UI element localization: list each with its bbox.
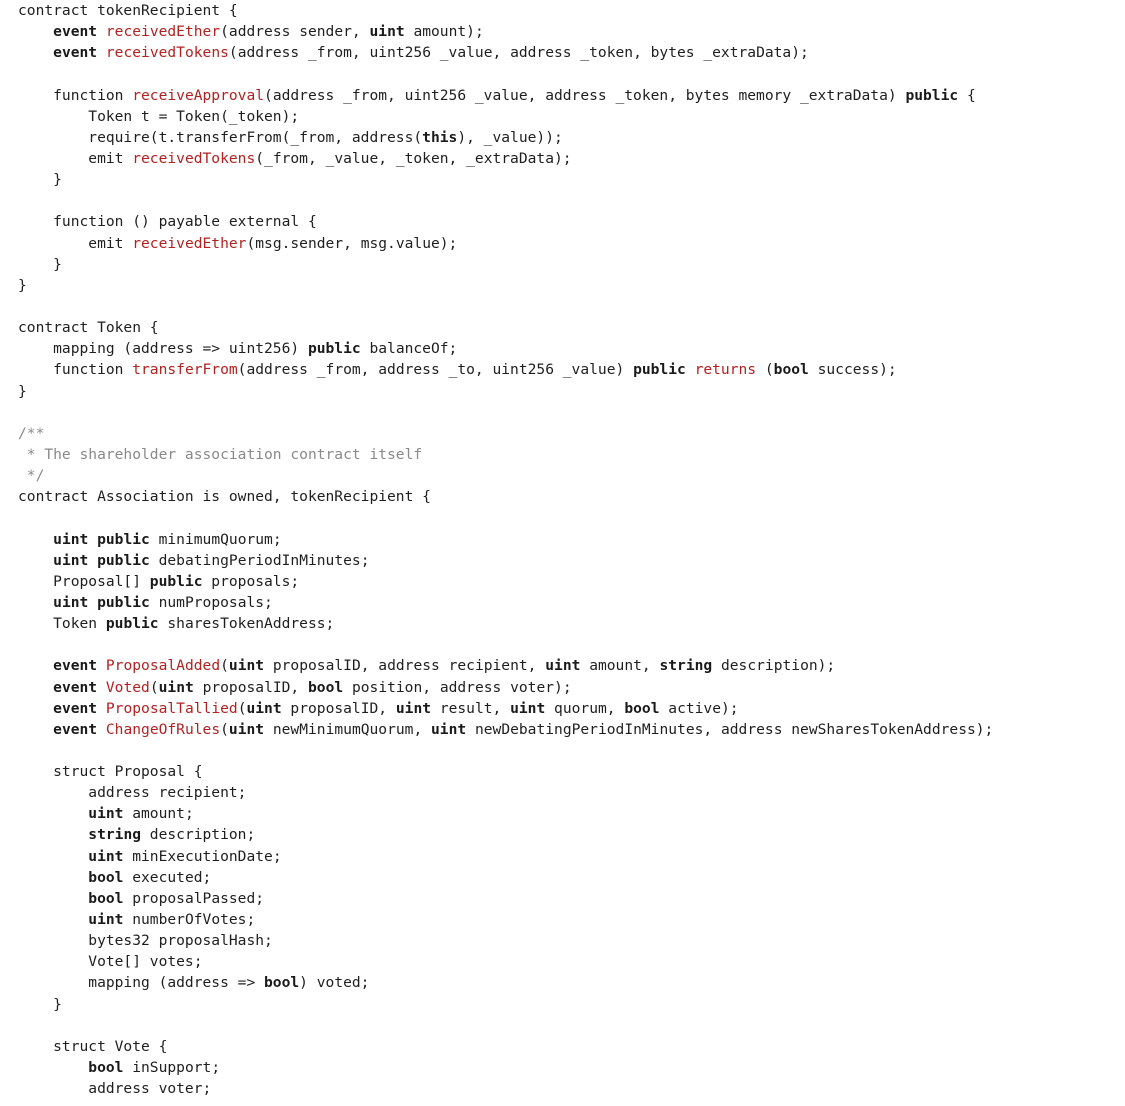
code-text: (msg.sender, msg.value); bbox=[246, 234, 458, 252]
code-text: function bbox=[18, 361, 133, 379]
code-keyword: event bbox=[53, 720, 98, 738]
code-text bbox=[18, 911, 88, 928]
code-text: newDebatingPeriodInMinutes, address newSharesTokenAddress); bbox=[466, 720, 994, 738]
code-identifier: Voted bbox=[105, 678, 150, 696]
code-line bbox=[18, 740, 1118, 761]
code-text: proposals; bbox=[202, 572, 300, 590]
code-text: require(t.transferFrom(_from, address( bbox=[18, 128, 423, 146]
code-line bbox=[18, 761, 1118, 782]
code-keyword: uint bbox=[246, 699, 282, 717]
code-text: Vote[] votes; bbox=[18, 953, 203, 971]
code-text: (address _from, address _to, uint256 _value) bbox=[237, 361, 634, 379]
code-keyword: event bbox=[53, 699, 98, 717]
code-text: { bbox=[958, 86, 976, 104]
code-line bbox=[18, 867, 1118, 888]
code-line bbox=[18, 381, 1118, 402]
code-line bbox=[18, 571, 1118, 592]
code-text: result, bbox=[431, 699, 511, 717]
code-line bbox=[18, 211, 1118, 232]
code-line bbox=[18, 1036, 1118, 1057]
code-text: description; bbox=[141, 826, 256, 844]
code-text bbox=[686, 361, 695, 378]
code-line bbox=[18, 106, 1118, 127]
code-keyword: uint bbox=[228, 720, 265, 738]
code-keyword: uint bbox=[53, 551, 89, 569]
code-keyword: event bbox=[53, 44, 98, 62]
code-keyword: public bbox=[97, 551, 150, 569]
code-keyword: bool bbox=[88, 868, 124, 886]
code-line bbox=[18, 719, 1118, 740]
code-text bbox=[18, 23, 53, 40]
code-keyword: public bbox=[307, 340, 361, 358]
code-text: ) voted; bbox=[299, 974, 370, 992]
code-line bbox=[18, 677, 1118, 698]
code-text: proposalID, bbox=[281, 699, 396, 717]
code-text: Token bbox=[18, 615, 106, 633]
code-identifier: ChangeOfRules bbox=[105, 720, 221, 738]
code-text bbox=[18, 552, 53, 569]
code-comment: */ bbox=[18, 467, 45, 485]
code-text bbox=[18, 1059, 88, 1076]
code-text: description); bbox=[712, 657, 836, 675]
code-text bbox=[18, 44, 53, 61]
code-text: Token t = Token(_token); bbox=[18, 107, 300, 125]
code-text: quorum, bbox=[545, 699, 625, 717]
code-text: amount, bbox=[580, 657, 660, 675]
code-text: newMinimumQuorum, bbox=[264, 720, 432, 738]
code-text: mapping (address => bbox=[18, 974, 265, 992]
code-line bbox=[18, 846, 1118, 867]
code-text: balanceOf; bbox=[360, 340, 458, 358]
code-text: proposalID, bbox=[193, 678, 309, 696]
code-text: (_from, _value, _token, _extraData); bbox=[255, 149, 572, 167]
code-text bbox=[18, 657, 53, 674]
code-text: } bbox=[18, 171, 62, 189]
code-identifier: ProposalTallied bbox=[105, 699, 238, 717]
code-line bbox=[18, 21, 1118, 42]
code-keyword: uint bbox=[369, 23, 405, 41]
code-text: Proposal[] bbox=[18, 572, 150, 590]
code-line bbox=[18, 465, 1118, 486]
code-line bbox=[18, 930, 1118, 951]
code-text bbox=[18, 700, 53, 717]
code-text: debatingPeriodInMinutes; bbox=[149, 551, 370, 569]
code-text: ), _value)); bbox=[457, 128, 563, 146]
code-line bbox=[18, 634, 1118, 655]
code-line bbox=[18, 0, 1118, 21]
code-text: struct Proposal { bbox=[18, 763, 203, 781]
code-keyword: bool bbox=[308, 678, 344, 696]
code-line bbox=[18, 782, 1118, 803]
code-text bbox=[88, 552, 97, 569]
code-identifier: receivedEther bbox=[105, 23, 221, 41]
code-identifier: transferFrom bbox=[132, 361, 238, 379]
code-line bbox=[18, 85, 1118, 106]
code-text: executed; bbox=[123, 868, 212, 886]
code-text: (address _from, uint256 _value, address _token, bytes _extraData); bbox=[228, 44, 809, 62]
code-line bbox=[18, 888, 1118, 909]
code-line bbox=[18, 803, 1118, 824]
code-keyword: bool bbox=[773, 361, 809, 379]
code-line bbox=[18, 909, 1118, 930]
code-identifier: receivedTokens bbox=[132, 149, 256, 167]
code-keyword: bool bbox=[624, 699, 660, 717]
code-keyword: public bbox=[105, 615, 159, 633]
code-line bbox=[18, 444, 1118, 465]
code-text: minimumQuorum; bbox=[149, 530, 282, 548]
code-line bbox=[18, 296, 1118, 317]
code-text bbox=[88, 594, 97, 611]
code-text: numberOfVotes; bbox=[123, 911, 256, 929]
code-text: amount; bbox=[123, 805, 194, 823]
code-line bbox=[18, 275, 1118, 296]
code-text: ( bbox=[149, 678, 159, 696]
code-comment: /** bbox=[18, 424, 45, 442]
code-text: address voter; bbox=[18, 1080, 212, 1098]
code-text: } bbox=[18, 276, 27, 294]
code-text: function bbox=[18, 86, 133, 104]
code-identifier: ProposalAdded bbox=[105, 657, 221, 675]
code-keyword: event bbox=[53, 657, 98, 675]
code-keyword: public bbox=[633, 361, 686, 379]
code-line bbox=[18, 486, 1118, 507]
code-text: } bbox=[18, 995, 62, 1013]
code-keyword: uint bbox=[53, 530, 89, 548]
code-listing bbox=[18, 0, 1118, 1099]
code-line bbox=[18, 402, 1118, 423]
code-identifier: returns bbox=[694, 361, 757, 379]
code-text: ( bbox=[756, 361, 774, 379]
code-text: contract Association is owned, tokenRecipient { bbox=[18, 488, 431, 506]
code-line bbox=[18, 824, 1118, 845]
code-keyword: uint bbox=[545, 657, 581, 675]
code-text: proposalPassed; bbox=[123, 889, 265, 907]
code-keyword: event bbox=[53, 678, 98, 696]
code-text: (address _from, uint256 _value, address _token, bytes memory _extraData) bbox=[264, 86, 906, 104]
code-text: emit bbox=[18, 149, 133, 167]
code-text: amount); bbox=[404, 23, 484, 41]
code-keyword: uint bbox=[431, 720, 467, 738]
code-keyword: string bbox=[659, 657, 713, 675]
code-text bbox=[18, 531, 53, 548]
code-identifier: receivedEther bbox=[132, 234, 247, 252]
code-line bbox=[18, 507, 1118, 528]
code-line bbox=[18, 972, 1118, 993]
code-identifier: receivedTokens bbox=[105, 44, 229, 62]
code-keyword: public bbox=[149, 572, 203, 590]
code-line bbox=[18, 254, 1118, 275]
code-line bbox=[18, 359, 1118, 380]
code-line bbox=[18, 698, 1118, 719]
code-keyword: uint bbox=[228, 657, 265, 675]
code-line bbox=[18, 655, 1118, 676]
code-text: contract Token { bbox=[18, 319, 159, 337]
code-line bbox=[18, 550, 1118, 571]
code-line bbox=[18, 317, 1118, 338]
code-text bbox=[18, 679, 53, 696]
code-text: } bbox=[18, 255, 62, 273]
code-keyword: uint bbox=[88, 911, 124, 929]
code-line bbox=[18, 951, 1118, 972]
code-text bbox=[88, 531, 97, 548]
code-line bbox=[18, 190, 1118, 211]
code-text bbox=[18, 869, 88, 886]
code-identifier: receiveApproval bbox=[132, 86, 265, 104]
code-line bbox=[18, 169, 1118, 190]
code-line bbox=[18, 1078, 1118, 1099]
code-text: inSupport; bbox=[123, 1059, 221, 1077]
code-text: function () payable external { bbox=[18, 213, 317, 231]
code-text bbox=[18, 890, 88, 907]
code-line bbox=[18, 1057, 1118, 1078]
code-text: ( bbox=[220, 657, 229, 675]
code-text: sharesTokenAddress; bbox=[158, 615, 335, 633]
code-text: success); bbox=[808, 361, 897, 379]
code-keyword: uint bbox=[88, 847, 124, 865]
code-text: active); bbox=[659, 699, 739, 717]
code-text bbox=[97, 23, 106, 40]
code-keyword: uint bbox=[510, 699, 546, 717]
code-text: proposalID, address recipient, bbox=[264, 657, 546, 675]
code-text: (address sender, bbox=[220, 23, 370, 41]
code-line bbox=[18, 127, 1118, 148]
code-text: numProposals; bbox=[149, 593, 273, 611]
code-keyword: bool bbox=[264, 974, 300, 992]
code-text bbox=[18, 805, 88, 822]
code-keyword: public bbox=[97, 593, 150, 611]
code-keyword: public bbox=[97, 530, 150, 548]
code-text: bytes32 proposalHash; bbox=[18, 932, 273, 950]
code-text: contract tokenRecipient { bbox=[18, 2, 238, 19]
code-text bbox=[97, 679, 106, 696]
code-keyword: public bbox=[905, 86, 959, 104]
code-line bbox=[18, 994, 1118, 1015]
code-comment: * The shareholder association contract itself bbox=[18, 445, 423, 463]
code-keyword: uint bbox=[395, 699, 432, 717]
code-keyword: bool bbox=[88, 1059, 124, 1077]
code-text: emit bbox=[18, 234, 133, 252]
code-text bbox=[97, 721, 106, 738]
code-text bbox=[18, 594, 53, 611]
code-line bbox=[18, 148, 1118, 169]
code-text bbox=[18, 848, 88, 865]
code-line bbox=[18, 42, 1118, 63]
code-text: minExecutionDate; bbox=[123, 847, 282, 865]
code-text bbox=[18, 826, 88, 843]
code-text: struct Vote { bbox=[18, 1037, 168, 1055]
code-text: } bbox=[18, 382, 27, 400]
code-text: mapping (address => uint256) bbox=[18, 340, 308, 358]
code-keyword: uint bbox=[53, 593, 89, 611]
code-line bbox=[18, 63, 1118, 84]
code-text bbox=[97, 700, 106, 717]
code-line bbox=[18, 1015, 1118, 1036]
code-keyword: string bbox=[88, 826, 142, 844]
code-text: ( bbox=[220, 720, 229, 738]
code-keyword: bool bbox=[88, 889, 124, 907]
code-keyword: this bbox=[422, 128, 458, 146]
code-line bbox=[18, 613, 1118, 634]
code-keyword: uint bbox=[88, 805, 124, 823]
code-line bbox=[18, 423, 1118, 444]
code-keyword: uint bbox=[158, 678, 194, 696]
code-line bbox=[18, 233, 1118, 254]
code-line bbox=[18, 338, 1118, 359]
code-line bbox=[18, 529, 1118, 550]
code-text: position, address voter); bbox=[343, 678, 572, 696]
code-text: ( bbox=[237, 699, 247, 717]
code-text bbox=[18, 721, 53, 738]
code-text bbox=[97, 657, 106, 674]
code-keyword: event bbox=[53, 23, 98, 41]
code-line bbox=[18, 592, 1118, 613]
code-text bbox=[97, 44, 106, 61]
code-text: address recipient; bbox=[18, 784, 247, 802]
